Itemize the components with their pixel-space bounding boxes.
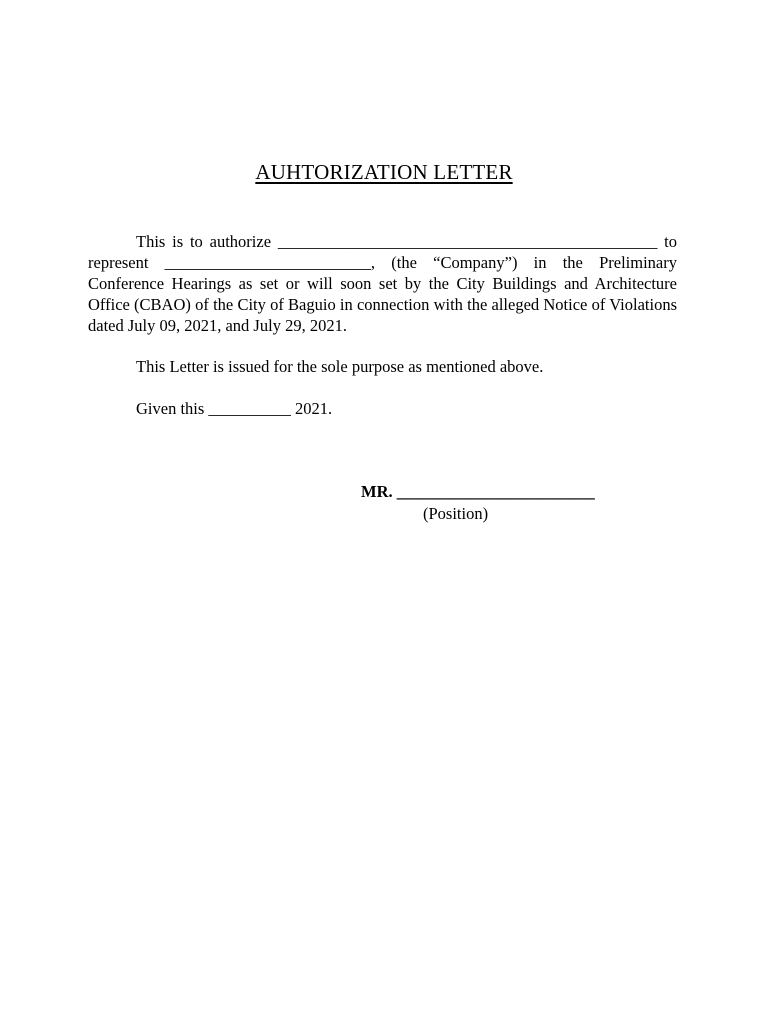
purpose-statement: This Letter is issued for the sole purpose as mentioned above.	[136, 357, 544, 376]
given-date-line: Given this __________ 2021.	[136, 399, 333, 418]
letter-title: AUHTORIZATION LETTER	[255, 160, 513, 184]
signatory-position: (Position)	[423, 504, 489, 523]
signatory-name-line: MR. ________________________	[361, 482, 595, 501]
authorization-paragraph: This is to authorize ______________________________________________ to represent _________________________, (the “Company”) in the Preliminary Conference Hearings as set or will soon set by the City Buildings and Architecture Office (CBAO) of the City of Baguio in connection with the alleged Notice of Violations dated July 09, 2021, and July 29, 2021.	[88, 232, 677, 335]
